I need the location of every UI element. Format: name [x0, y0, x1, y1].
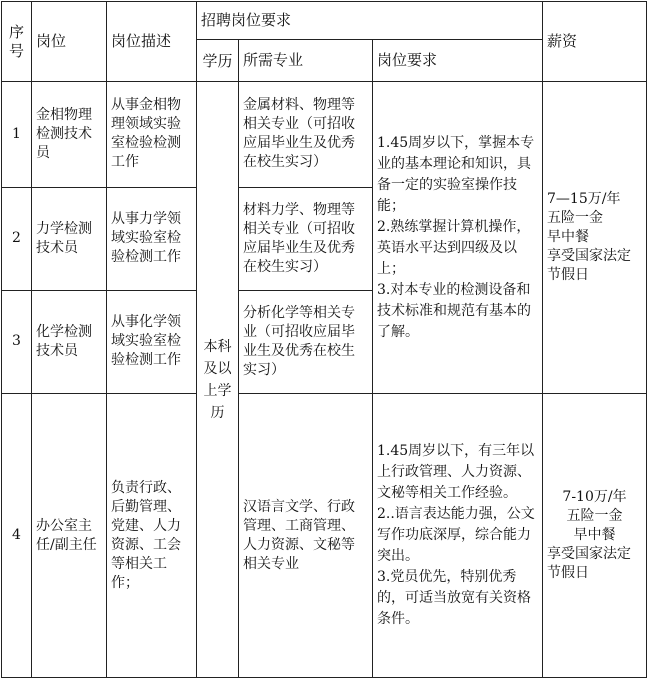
office-requirements-cell [373, 394, 543, 678]
requirement-item: 1.45周岁以下，掌握本专业的基本理论和知识，具备一定的实验室操作技能； [377, 134, 535, 214]
row-seq: 4 [2, 394, 32, 678]
row-major: 分析化学等相关专业（可招收应届毕业生及优秀在校生实习） [239, 290, 373, 393]
salary-line: 节假日 [547, 267, 590, 284]
row-major: 汉语言文学、行政管理、工商管理、人力资源、文秘等相关专业 [239, 394, 373, 678]
row-description: 从事金相物理领域实验室检验检测工作 [107, 82, 197, 187]
header-education: 学历 [197, 40, 239, 82]
salary-line: 享受国家法定 [547, 546, 632, 563]
office-salary-cell [543, 394, 647, 678]
requirement-item: 2..语言表达能力强，公文写作功底深厚，综合能力突出。 [377, 506, 535, 565]
salary-line: 早中餐 [547, 229, 590, 246]
row-position: 办公室主任/副主任 [32, 394, 107, 678]
table-row [2, 82, 647, 187]
row-seq: 1 [2, 82, 32, 187]
header-major: 所需专业 [239, 40, 373, 82]
salary-line: 五险一金 [566, 508, 623, 525]
header-description: 岗位描述 [107, 2, 197, 82]
row-seq: 3 [2, 290, 32, 393]
salary-line: 享受国家法定 [547, 248, 632, 265]
row-description: 从事力学领域实验室检验检测工作 [107, 187, 197, 290]
salary-line: 五险一金 [547, 210, 604, 227]
tech-salary-cell [543, 82, 647, 394]
row-description: 负责行政、后勤管理、党建、人力资源、工会等相关工作； [107, 394, 197, 678]
header-requirements-group: 招聘岗位要求 [197, 2, 543, 40]
row-description: 从事化学领域实验室检验检测工作 [107, 290, 197, 393]
header-position-req: 岗位要求 [373, 40, 543, 82]
row-major: 材料力学、物理等相关专业（可招收应届毕业生及优秀在校生实习） [239, 187, 373, 290]
tech-requirements-cell [373, 82, 543, 394]
header-position: 岗位 [32, 2, 107, 82]
salary-line: 7—15万/年 [547, 191, 621, 208]
salary-line: 早中餐 [573, 527, 616, 544]
education-cell: 本科及以上学历 [197, 82, 239, 678]
salary-line: 7-10万/年 [562, 489, 627, 506]
requirement-item: 2.熟练掌握计算机操作，英语水平达到四级及以上； [377, 218, 531, 277]
salary-line: 节假日 [547, 565, 590, 582]
row-seq: 2 [2, 187, 32, 290]
recruitment-table [1, 1, 647, 678]
header-salary: 薪资 [543, 2, 647, 82]
requirement-item: 3.对本专业的检测设备和技术标准和规范有基本的了解。 [377, 281, 531, 340]
row-position: 化学检测技术员 [32, 290, 107, 393]
requirement-item: 3.党员优先，特别优秀的，可适当放宽有关资格条件。 [377, 569, 531, 628]
header-seq: 序号 [2, 2, 32, 82]
table-row [2, 394, 647, 678]
row-major: 金属材料、物理等相关专业（可招收应届毕业生及优秀在校生实习） [239, 82, 373, 187]
row-position: 力学检测技术员 [32, 187, 107, 290]
requirement-item: 1.45周岁以下，有三年以上行政管理、人力资源、文秘等相关工作经验。 [377, 443, 535, 502]
row-position: 金相物理检测技术员 [32, 82, 107, 187]
